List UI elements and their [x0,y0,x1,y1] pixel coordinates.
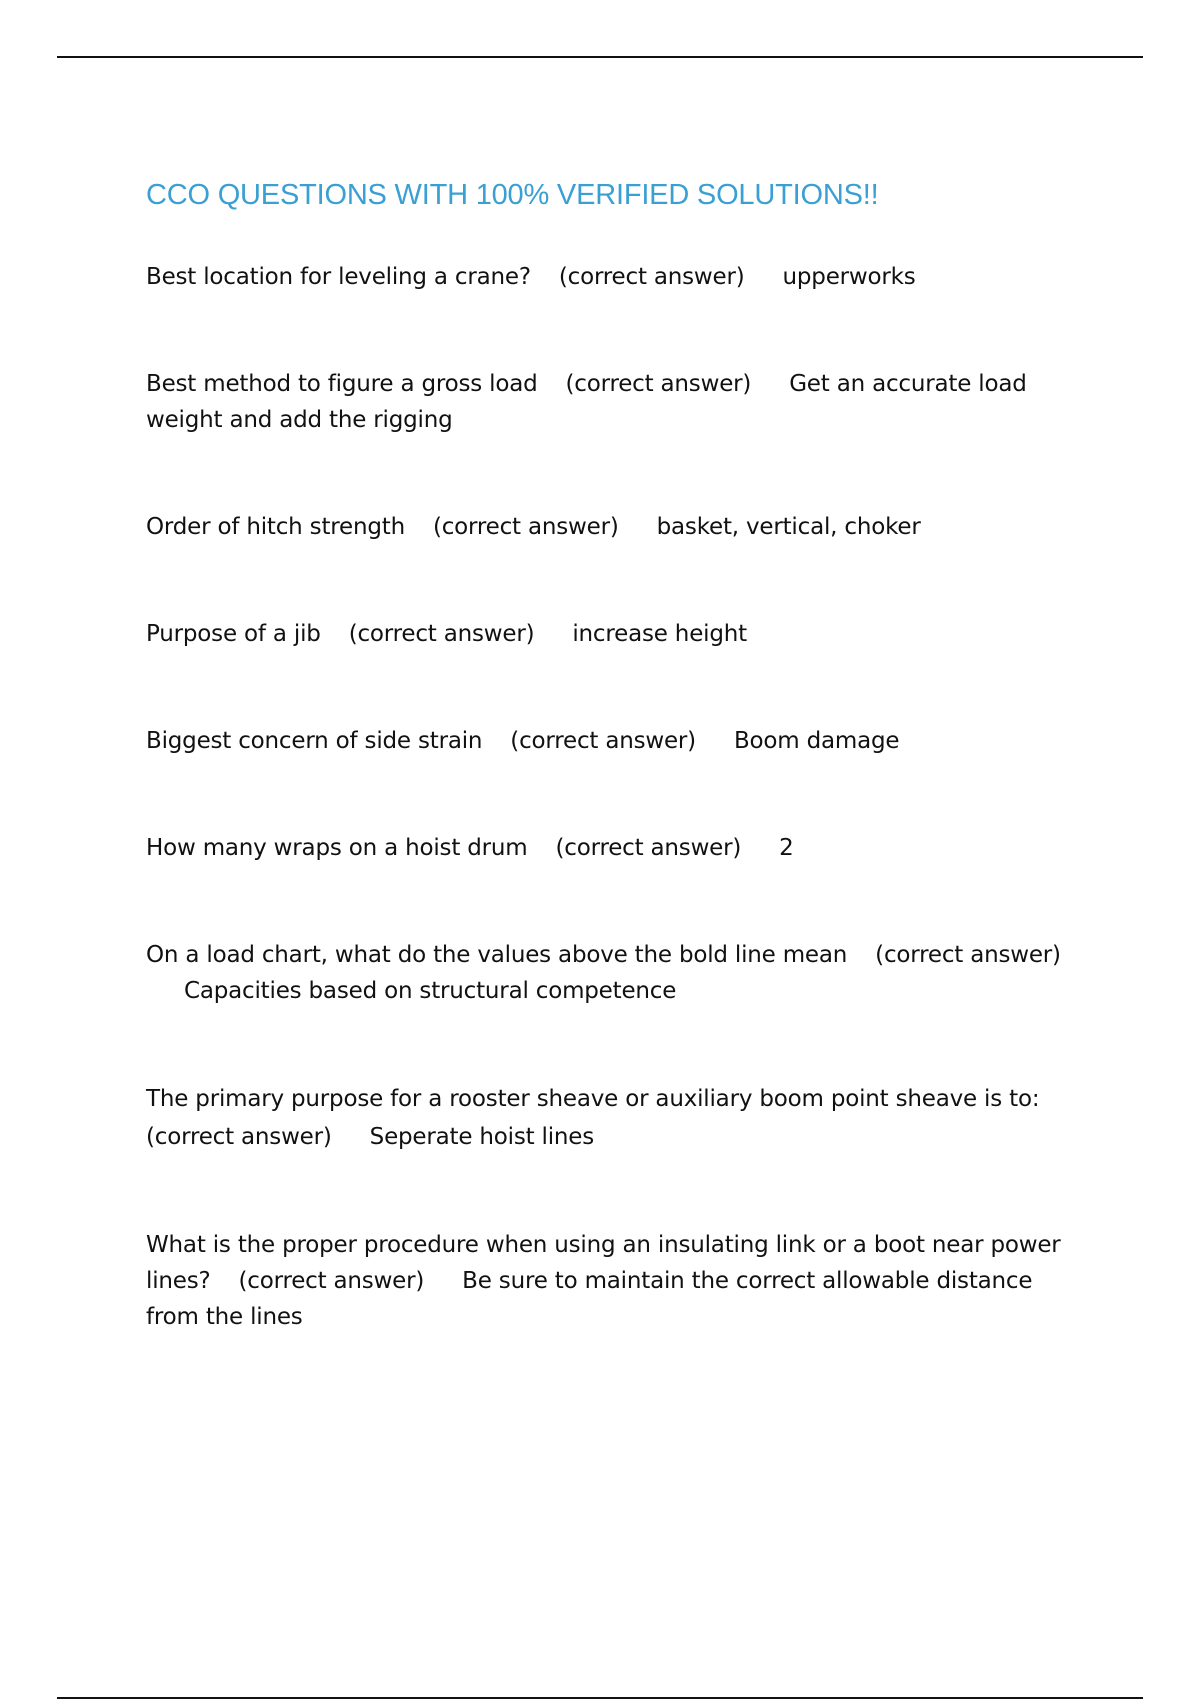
top-rule [57,56,1143,58]
question-text: Order of hitch strength [146,514,405,540]
question-text: How many wraps on a hoist drum [146,835,528,861]
question-text: Best location for leveling a crane? [146,264,531,290]
correct-answer-marker: (correct answer) [510,728,696,754]
qa-item-8 [146,1080,1076,1156]
question-text: Biggest concern of side strain [146,728,483,754]
correct-answer-marker: (correct answer) [238,1268,425,1294]
correct-answer-marker: (correct answer) [146,1124,332,1150]
question-text: On a load chart, what do the values above the bold line mean [146,942,848,968]
question-text: Purpose of a jib [146,621,321,647]
correct-answer-marker: (correct answer) [348,621,535,647]
correct-answer-marker: (correct answer) [558,264,745,290]
answer-text: Be sure to maintain the correct allowable distance from the lines [146,1268,1033,1330]
question-text: Best method to figure a gross load [146,371,538,397]
answer-text: 2 [779,835,794,861]
qa-item-5 [146,723,1076,759]
qa-item-6 [146,830,1076,866]
answer-text: Capacities based on structural competence [184,978,677,1004]
qa-item-9 [146,1227,1076,1335]
document-title: CCO QUESTIONS WITH 100% VERIFIED SOLUTIONS!! [146,179,879,211]
qa-item-4 [146,616,1076,652]
correct-answer-marker: (correct answer) [432,514,619,540]
answer-text: basket, vertical, choker [656,514,921,540]
qa-item-2 [146,366,1076,438]
qa-item-3 [146,509,1076,545]
question-text: The primary purpose for a rooster sheave or auxiliary boom point sheave is to: [146,1086,1040,1112]
qa-list [146,259,1076,1335]
answer-text: upperworks [782,264,916,290]
correct-answer-marker: (correct answer) [565,371,752,397]
answer-text: Seperate hoist lines [369,1124,595,1150]
document-body [146,175,1076,1406]
qa-item-1 [146,259,1076,295]
correct-answer-marker: (correct answer) [555,835,742,861]
qa-item-7 [146,937,1076,1009]
answer-text: Get an accurate load weight and add the rigging [146,371,1027,433]
correct-answer-marker: (correct answer) [875,942,1061,968]
answer-text: increase height [572,621,747,647]
bottom-rule [57,1697,1143,1699]
answer-text: Boom damage [733,728,900,754]
question-text: What is the proper procedure when using an insulating link or a boot near power lines? [146,1232,1061,1294]
